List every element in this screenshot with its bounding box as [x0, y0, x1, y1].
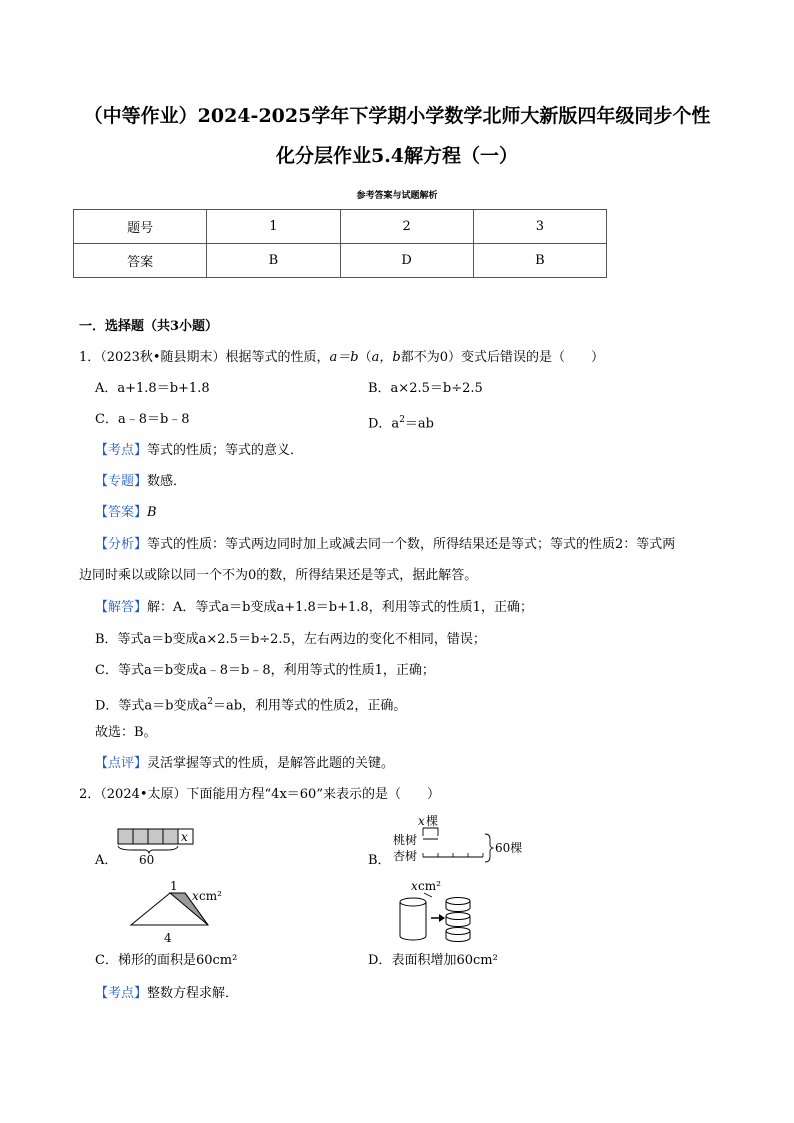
q2-option-d-caption — [368, 952, 498, 970]
q1-stem-prefix: 1．（2023秋•随县期末）根据等式的性质， — [79, 350, 330, 365]
answer-text: B — [147, 505, 157, 520]
brace — [118, 846, 178, 853]
table-cell: B — [207, 244, 340, 278]
q1-stem-mid: （ — [358, 350, 372, 365]
q2-stem: 2．（2024•太原）下面能用方程“4x＝60”来表示的是（ ） — [79, 787, 440, 802]
q2-kaodian-text: 整数方程求解． — [147, 986, 239, 1001]
q1-analysis-line-2: 边同时乘以或除以同一个不为0的数，所得结果还是等式，据此解答。 — [79, 568, 478, 583]
q2-option-d-figure — [396, 878, 486, 944]
q1-option-d — [368, 411, 434, 433]
analysis-text: 等式的性质：等式两边同时加上或减去同一个数，所得结果还是等式；等式的性质2：等式两 — [147, 537, 676, 552]
q2-option-a-label: A． — [95, 853, 118, 868]
q1-stem-suffix: 都不为0）变式后错误的是（ ） — [400, 350, 604, 365]
disc — [446, 898, 470, 912]
q2-option-c-figure — [130, 878, 240, 950]
q1-zhuanti — [95, 473, 186, 491]
q2-kaodian — [95, 985, 238, 1003]
q1-option-d-suffix: ＝ab — [404, 416, 434, 432]
kaodian-tag: 【考点】 — [95, 443, 148, 458]
peach-label: 桃树 — [393, 833, 418, 847]
q1-option-c: C．a﹣8＝b﹣8 — [95, 412, 190, 427]
q1-kaodian — [95, 442, 303, 460]
q1-choose: 故选：B。 — [95, 725, 157, 740]
trapezoid-bottom-label: 4 — [164, 931, 172, 945]
q2-option-b-figure — [392, 812, 532, 864]
area-var-label: x — [192, 889, 199, 903]
subtitle: 参考答案与试题解析 — [356, 191, 438, 201]
zhuanti-tag: 【专题】 — [95, 474, 148, 489]
table-row — [74, 210, 607, 244]
comment-text: 灵活掌握等式的性质，是解答此题的关键。 — [147, 756, 395, 771]
analysis-tag: 【分析】 — [95, 537, 148, 552]
option-c-label: C． — [95, 953, 118, 968]
bar-total-label: 60 — [139, 853, 155, 867]
solution-text: 解：A．等式a＝b变成a+1.8＝b+1.8，利用等式的性质1，正确； — [147, 600, 533, 615]
trapezoid-top-label: 1 — [170, 879, 178, 893]
bar-segment — [163, 829, 178, 844]
comment-tag: 【点评】 — [95, 756, 148, 771]
bar-segment — [148, 829, 163, 844]
surface-unit-label: cm² — [418, 879, 441, 893]
table-cell: B — [473, 244, 606, 278]
q2-option-b-label: B． — [368, 853, 391, 868]
kaodian-text: 等式的性质；等式的意义． — [147, 443, 304, 458]
q1-analysis-line-1 — [95, 536, 675, 554]
answer-table — [73, 209, 607, 278]
title-line-2: 化分层作业5.4解方程（一） — [275, 145, 519, 167]
option-d-text: 表面积增加60cm² — [391, 953, 498, 968]
option-c-text: 梯形的面积是60cm² — [117, 953, 238, 968]
q1-comment — [95, 755, 394, 773]
disc — [446, 913, 470, 927]
solution-line-4-suffix: ＝ab，利用等式的性质2，正确。 — [212, 698, 407, 714]
bar-segment — [118, 829, 133, 844]
q1-stem — [79, 349, 604, 367]
pointer-line — [424, 893, 432, 897]
disc — [446, 928, 470, 942]
q2-kaodian-tag: 【考点】 — [95, 986, 148, 1001]
cylinder-top — [400, 898, 426, 906]
title-line-1: （中等作业）2024-2025学年下学期小学数学北师大新版四年级同步个性 — [83, 105, 711, 127]
table-cell: 2 — [340, 210, 473, 244]
table-cell: 1 — [207, 210, 340, 244]
table-row — [74, 244, 607, 278]
q1-solution-line-1 — [95, 599, 533, 617]
section-heading: 一．选择题（共3小题） — [79, 319, 219, 334]
q1-stem-vars: a，b — [371, 350, 401, 365]
bar-x-label: x — [181, 830, 188, 844]
table-cell: D — [340, 244, 473, 278]
apricot-label: 杏树 — [393, 849, 418, 863]
solution-tag: 【解答】 — [95, 600, 148, 615]
q1-solution-line-2: B．等式a＝b变成a×2.5＝b÷2.5，左右两边的变化不相同，错误； — [95, 632, 486, 647]
total-trees-label: 60棵 — [495, 841, 523, 855]
solution-line-4-sup: 2 — [207, 697, 213, 707]
q1-option-d-sup: 2 — [399, 415, 405, 425]
q2-option-a-figure — [117, 826, 197, 868]
cylinder-bottom — [400, 936, 426, 940]
solution-line-4-prefix: D．等式a＝b变成a — [95, 698, 208, 714]
q1-answer — [95, 504, 157, 522]
q1-option-a: A．a+1.8＝b+1.8 — [95, 381, 210, 396]
zhuanti-text: 数感． — [147, 474, 187, 489]
q2-option-c-caption — [95, 952, 237, 970]
table-cell: 3 — [473, 210, 606, 244]
bar-segment — [133, 829, 148, 844]
q1-stem-eq: a＝b — [329, 350, 359, 365]
q1-solution-line-4 — [95, 693, 406, 715]
q1-option-d-prefix: D．a — [368, 416, 400, 432]
arrow-head — [439, 914, 445, 922]
table-cell: 答案 — [74, 244, 207, 278]
area-unit-label: cm² — [199, 889, 222, 903]
peach-x-label: x — [418, 814, 425, 828]
q1-option-b: B．a×2.5＝b÷2.5 — [368, 381, 483, 396]
option-d-label: D． — [368, 953, 392, 968]
surface-var-label: x — [411, 879, 418, 893]
right-brace — [485, 834, 493, 862]
table-cell: 题号 — [74, 210, 207, 244]
peach-bracket — [423, 828, 438, 836]
q1-solution-line-3: C．等式a＝b变成a﹣8＝b﹣8，利用等式的性质1，正确； — [95, 663, 435, 678]
peach-unit-label: 棵 — [426, 814, 439, 828]
answer-tag: 【答案】 — [95, 505, 148, 520]
